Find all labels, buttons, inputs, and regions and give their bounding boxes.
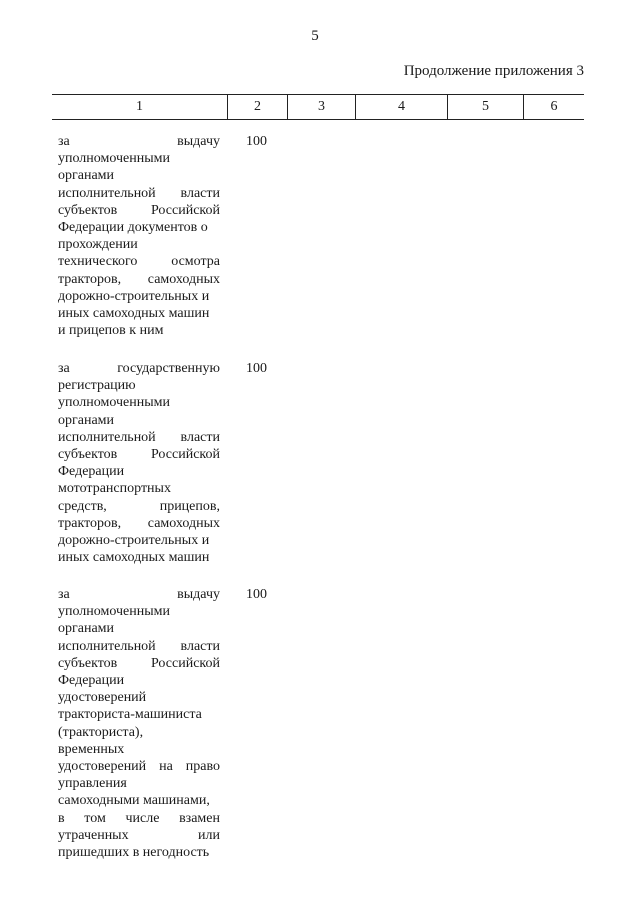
- text-line: тракторов, самоходных: [58, 271, 220, 287]
- text-line: субъектов Российской: [58, 655, 220, 671]
- text-line: дорожно-строительных и: [58, 288, 210, 304]
- text-line: за выдачу: [58, 134, 220, 149]
- text-line: уполномоченными: [58, 151, 171, 167]
- text-line: пришедших в негодность: [58, 845, 210, 861]
- table-row: [58, 586, 278, 861]
- text-line: субъектов Российской: [58, 202, 220, 218]
- text-line: Федерации документов о: [58, 220, 208, 236]
- text-line: органами: [58, 412, 115, 428]
- text-line: исполнительной власти: [58, 638, 220, 654]
- column-header-3: 3: [288, 95, 356, 119]
- table-header: [52, 94, 584, 120]
- column-header-1: 1: [52, 95, 228, 119]
- text-line: тракторов, самоходных: [58, 515, 220, 531]
- row-value-col2: 100: [246, 361, 267, 376]
- text-line: временных: [58, 741, 125, 757]
- appendix-continuation-label: Продолжение приложения 3: [403, 63, 584, 79]
- text-line: органами: [58, 621, 115, 637]
- table-row: [58, 360, 278, 566]
- row-description: [58, 360, 220, 566]
- text-line: прохождении: [58, 237, 138, 253]
- text-line: за государственную: [58, 361, 220, 376]
- text-line: и прицепов к ним: [58, 323, 164, 339]
- text-line: за выдачу: [58, 587, 220, 602]
- text-line: регистрацию: [58, 378, 136, 394]
- text-line: тракториста-машиниста: [58, 707, 202, 723]
- text-line: уполномоченными: [58, 604, 171, 620]
- text-line: Федерации: [58, 464, 125, 480]
- text-line: технического осмотра: [58, 254, 220, 270]
- text-line: органами: [58, 168, 115, 184]
- text-line: удостоверений: [58, 690, 147, 706]
- text-line: утраченных или: [58, 827, 220, 843]
- column-header-6: 6: [550, 99, 558, 114]
- text-line: мототранспортных: [58, 481, 171, 497]
- text-line: (тракториста),: [58, 724, 144, 740]
- text-line: иных самоходных машин: [58, 550, 210, 566]
- table-row: [58, 133, 278, 339]
- column-header-5: 5: [448, 95, 524, 119]
- text-line: субъектов Российской: [58, 447, 220, 463]
- text-line: самоходными машинами,: [58, 793, 210, 809]
- text-line: удостоверений на право: [58, 759, 220, 775]
- column-header-4: 4: [356, 95, 448, 119]
- page-number: 5: [311, 28, 319, 44]
- text-line: средств, прицепов,: [58, 498, 220, 514]
- text-line: уполномоченными: [58, 395, 171, 411]
- text-line: дорожно-строительных и: [58, 533, 210, 549]
- text-line: Федерации: [58, 673, 125, 689]
- row-description: [58, 586, 220, 861]
- row-description: [58, 133, 220, 339]
- row-value-col2: 100: [246, 134, 267, 149]
- text-line: исполнительной власти: [58, 429, 220, 445]
- text-line: иных самоходных машин: [58, 306, 210, 322]
- row-value-col2: 100: [246, 587, 267, 602]
- text-line: исполнительной власти: [58, 185, 220, 201]
- text-line: в том числе взамен: [58, 810, 220, 826]
- column-header-2: 2: [228, 95, 288, 119]
- text-line: управления: [58, 776, 127, 792]
